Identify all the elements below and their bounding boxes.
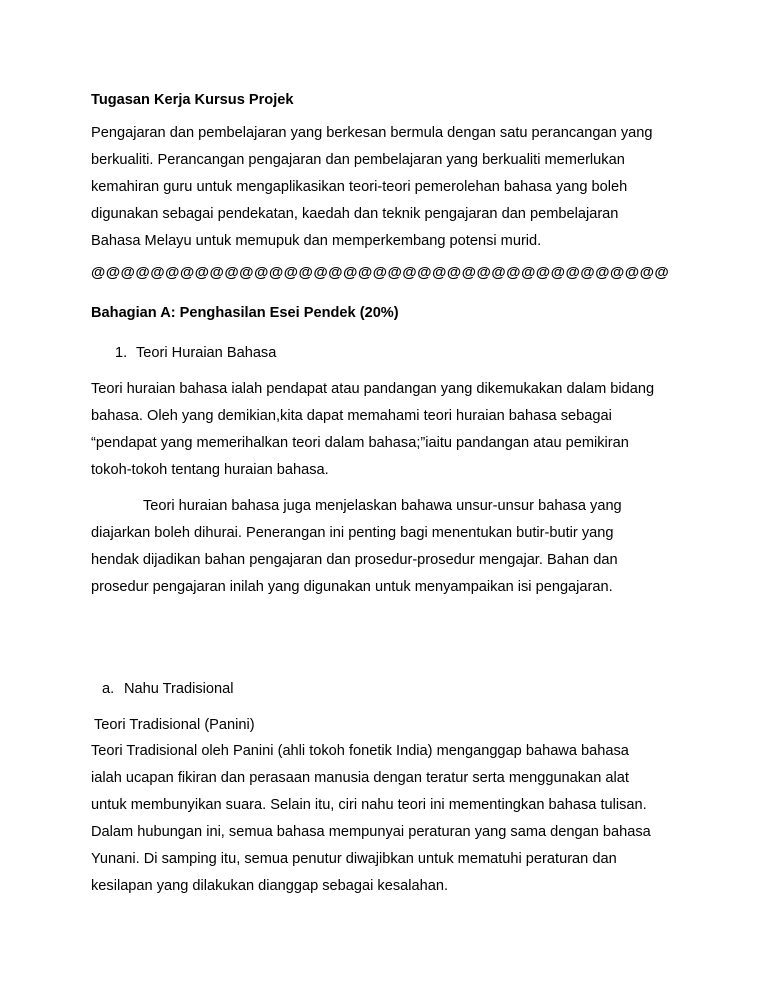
list-item-label: Teori Huraian Bahasa — [136, 345, 277, 361]
intro-line: berkualiti. Perancangan pengajaran dan pembelajaran yang berkualiti memerlukan — [91, 152, 625, 168]
paragraph-line: untuk membunyikan suara. Selain itu, ciri nahu teori ini mementingkan bahasa tulisan. — [91, 797, 647, 813]
paragraph-line: hendak dijadikan bahan pengajaran dan prosedur-prosedur mengajar. Bahan dan — [91, 552, 618, 568]
paragraph-line: ialah ucapan fikiran dan perasaan manusia dengan teratur serta menggunakan alat — [91, 770, 629, 786]
document-title: Tugasan Kerja Kursus Projek — [91, 92, 294, 108]
intro-line: kemahiran guru untuk mengaplikasikan teori-teori pemerolehan bahasa yang boleh — [91, 179, 628, 195]
intro-line: Bahasa Melayu untuk memupuk dan memperkembang potensi murid. — [91, 233, 542, 249]
paragraph-line: tokoh-tokoh tentang huraian bahasa. — [91, 462, 329, 478]
section-a-heading: Bahagian A: Penghasilan Esei Pendek (20%) — [91, 305, 399, 321]
subheading: Teori Tradisional (Panini) — [94, 717, 255, 733]
paragraph-line: “pendapat yang memerihalkan teori dalam bahasa;”iaitu pandangan atau pemikiran — [91, 435, 629, 451]
paragraph-line: bahasa. Oleh yang demikian,kita dapat memahami teori huraian bahasa sebagai — [91, 408, 612, 424]
list-number: 1. — [115, 345, 128, 361]
paragraph-line: Teori huraian bahasa juga menjelaskan bahawa unsur-unsur bahasa yang — [143, 498, 622, 514]
paragraph-line: diajarkan boleh dihurai. Penerangan ini penting bagi menentukan butir-butir yang — [91, 525, 614, 541]
paragraph-line: Yunani. Di samping itu, semua penutur diwajibkan untuk mematuhi peraturan dan — [91, 851, 617, 867]
intro-line: Pengajaran dan pembelajaran yang berkesan bermula dengan satu perancangan yang — [91, 125, 653, 141]
paragraph-line: prosedur pengajaran inilah yang digunakan untuk menyampaikan isi pengajaran. — [91, 579, 613, 595]
paragraph-line: Teori Tradisional oleh Panini (ahli tokoh fonetik India) menganggap bahawa bahasa — [91, 743, 629, 759]
paragraph-line: Dalam hubungan ini, semua bahasa mempunyai peraturan yang sama dengan bahasa — [91, 824, 651, 840]
list-item-label: Nahu Tradisional — [124, 681, 234, 697]
paragraph-line: Teori huraian bahasa ialah pendapat atau pandangan yang dikemukakan dalam bidang — [91, 381, 655, 397]
separator-line: @@@@@@@@@@@@@@@@@@@@@@@@@@@@@@@@@@@@@@@ — [91, 265, 670, 281]
paragraph-line: kesilapan yang dilakukan dianggap sebagai kesalahan. — [91, 878, 449, 894]
intro-line: digunakan sebagai pendekatan, kaedah dan teknik pengajaran dan pembelajaran — [91, 206, 619, 222]
list-letter: a. — [102, 681, 115, 697]
